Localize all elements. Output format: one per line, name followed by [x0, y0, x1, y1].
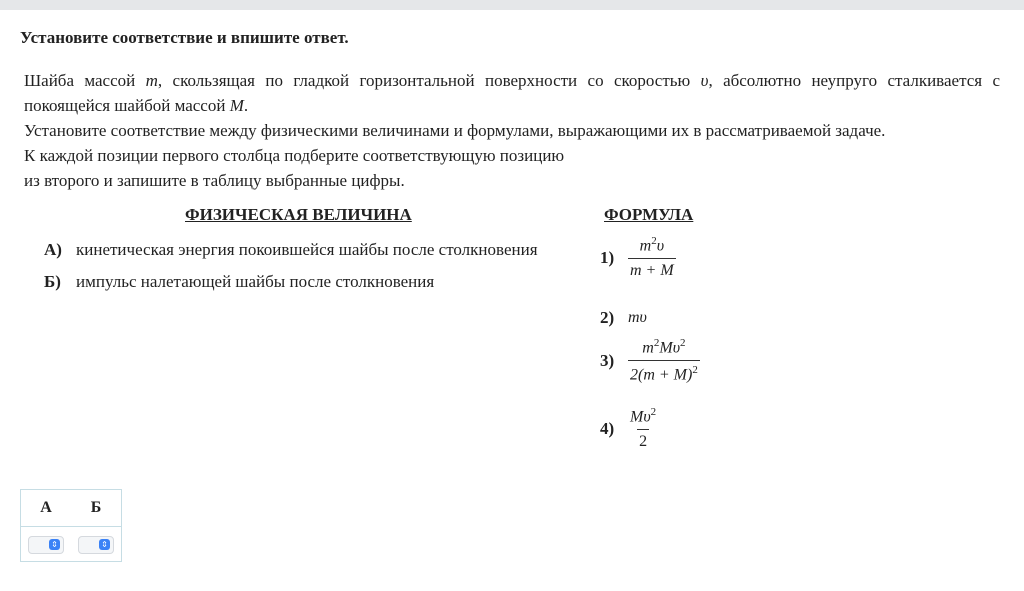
- formula-number: 3): [600, 350, 615, 370]
- quantity-item-a: [44, 240, 538, 260]
- problem-line-5: из второго и запишите в таблицу выбранные цифры.: [24, 171, 405, 190]
- formula-fraction: $\frac{M\upsilon^2}{2}$: [630, 406, 657, 451]
- quantity-text: кинетическая энергия покоившейся шайбы после столкновения: [76, 240, 538, 259]
- formula-item-1: [600, 235, 676, 280]
- problem-line-3: Установите соответствие между физическими величинами и формулами, выражающими их в рассматриваемой задаче.: [24, 121, 886, 140]
- answer-column-b: Б: [90, 499, 102, 516]
- formula-item-3: [600, 337, 700, 385]
- formula-number: 1): [600, 247, 615, 267]
- answer-select-a[interactable]: [28, 536, 64, 554]
- quantity-item-b: [44, 272, 434, 292]
- formula-item-4: [600, 406, 658, 451]
- problem-line-2: покоящейся шайбой массой M.: [24, 96, 249, 115]
- answer-table: [20, 489, 122, 562]
- formula-number: 2): [600, 308, 615, 327]
- formula-text: mυ: [628, 309, 647, 326]
- formula-fraction: $\frac{m^2M\upsilon^2}{2(m + M)^2}$: [630, 337, 698, 384]
- problem-line-1: Шайба массой m, скользящая по гладкой горизонтальной поверхности со скоростью υ, абсолютно неупруго сталкивается с: [24, 71, 1000, 90]
- answer-column-a: А: [40, 499, 52, 516]
- top-bar: [0, 0, 1024, 10]
- answer-select-b[interactable]: [78, 536, 114, 554]
- quantity-text: импульс налетающей шайбы после столкновения: [76, 272, 435, 291]
- formula-item-2: [600, 308, 647, 328]
- quantity-letter: Б): [44, 272, 61, 291]
- answer-table-header: [21, 490, 121, 527]
- select-arrows-icon: ⇕: [99, 539, 110, 550]
- task-instruction: Установите соответствие и впишите ответ.: [20, 28, 349, 47]
- problem-text: [24, 68, 1000, 193]
- problem-line-4: К каждой позиции первого столбца подберите соответствующую позицию: [24, 146, 565, 165]
- formula-column-header: ФОРМУЛА: [604, 205, 694, 224]
- quantity-column-header: ФИЗИЧЕСКАЯ ВЕЛИЧИНА: [185, 205, 412, 224]
- select-arrows-icon: ⇕: [49, 539, 60, 550]
- answer-table-body: [21, 527, 121, 563]
- formula-fraction: $\frac{m^2\upsilon}{m + M}$: [630, 235, 674, 280]
- quantity-letter: А): [44, 240, 62, 259]
- formula-number: 4): [600, 418, 615, 438]
